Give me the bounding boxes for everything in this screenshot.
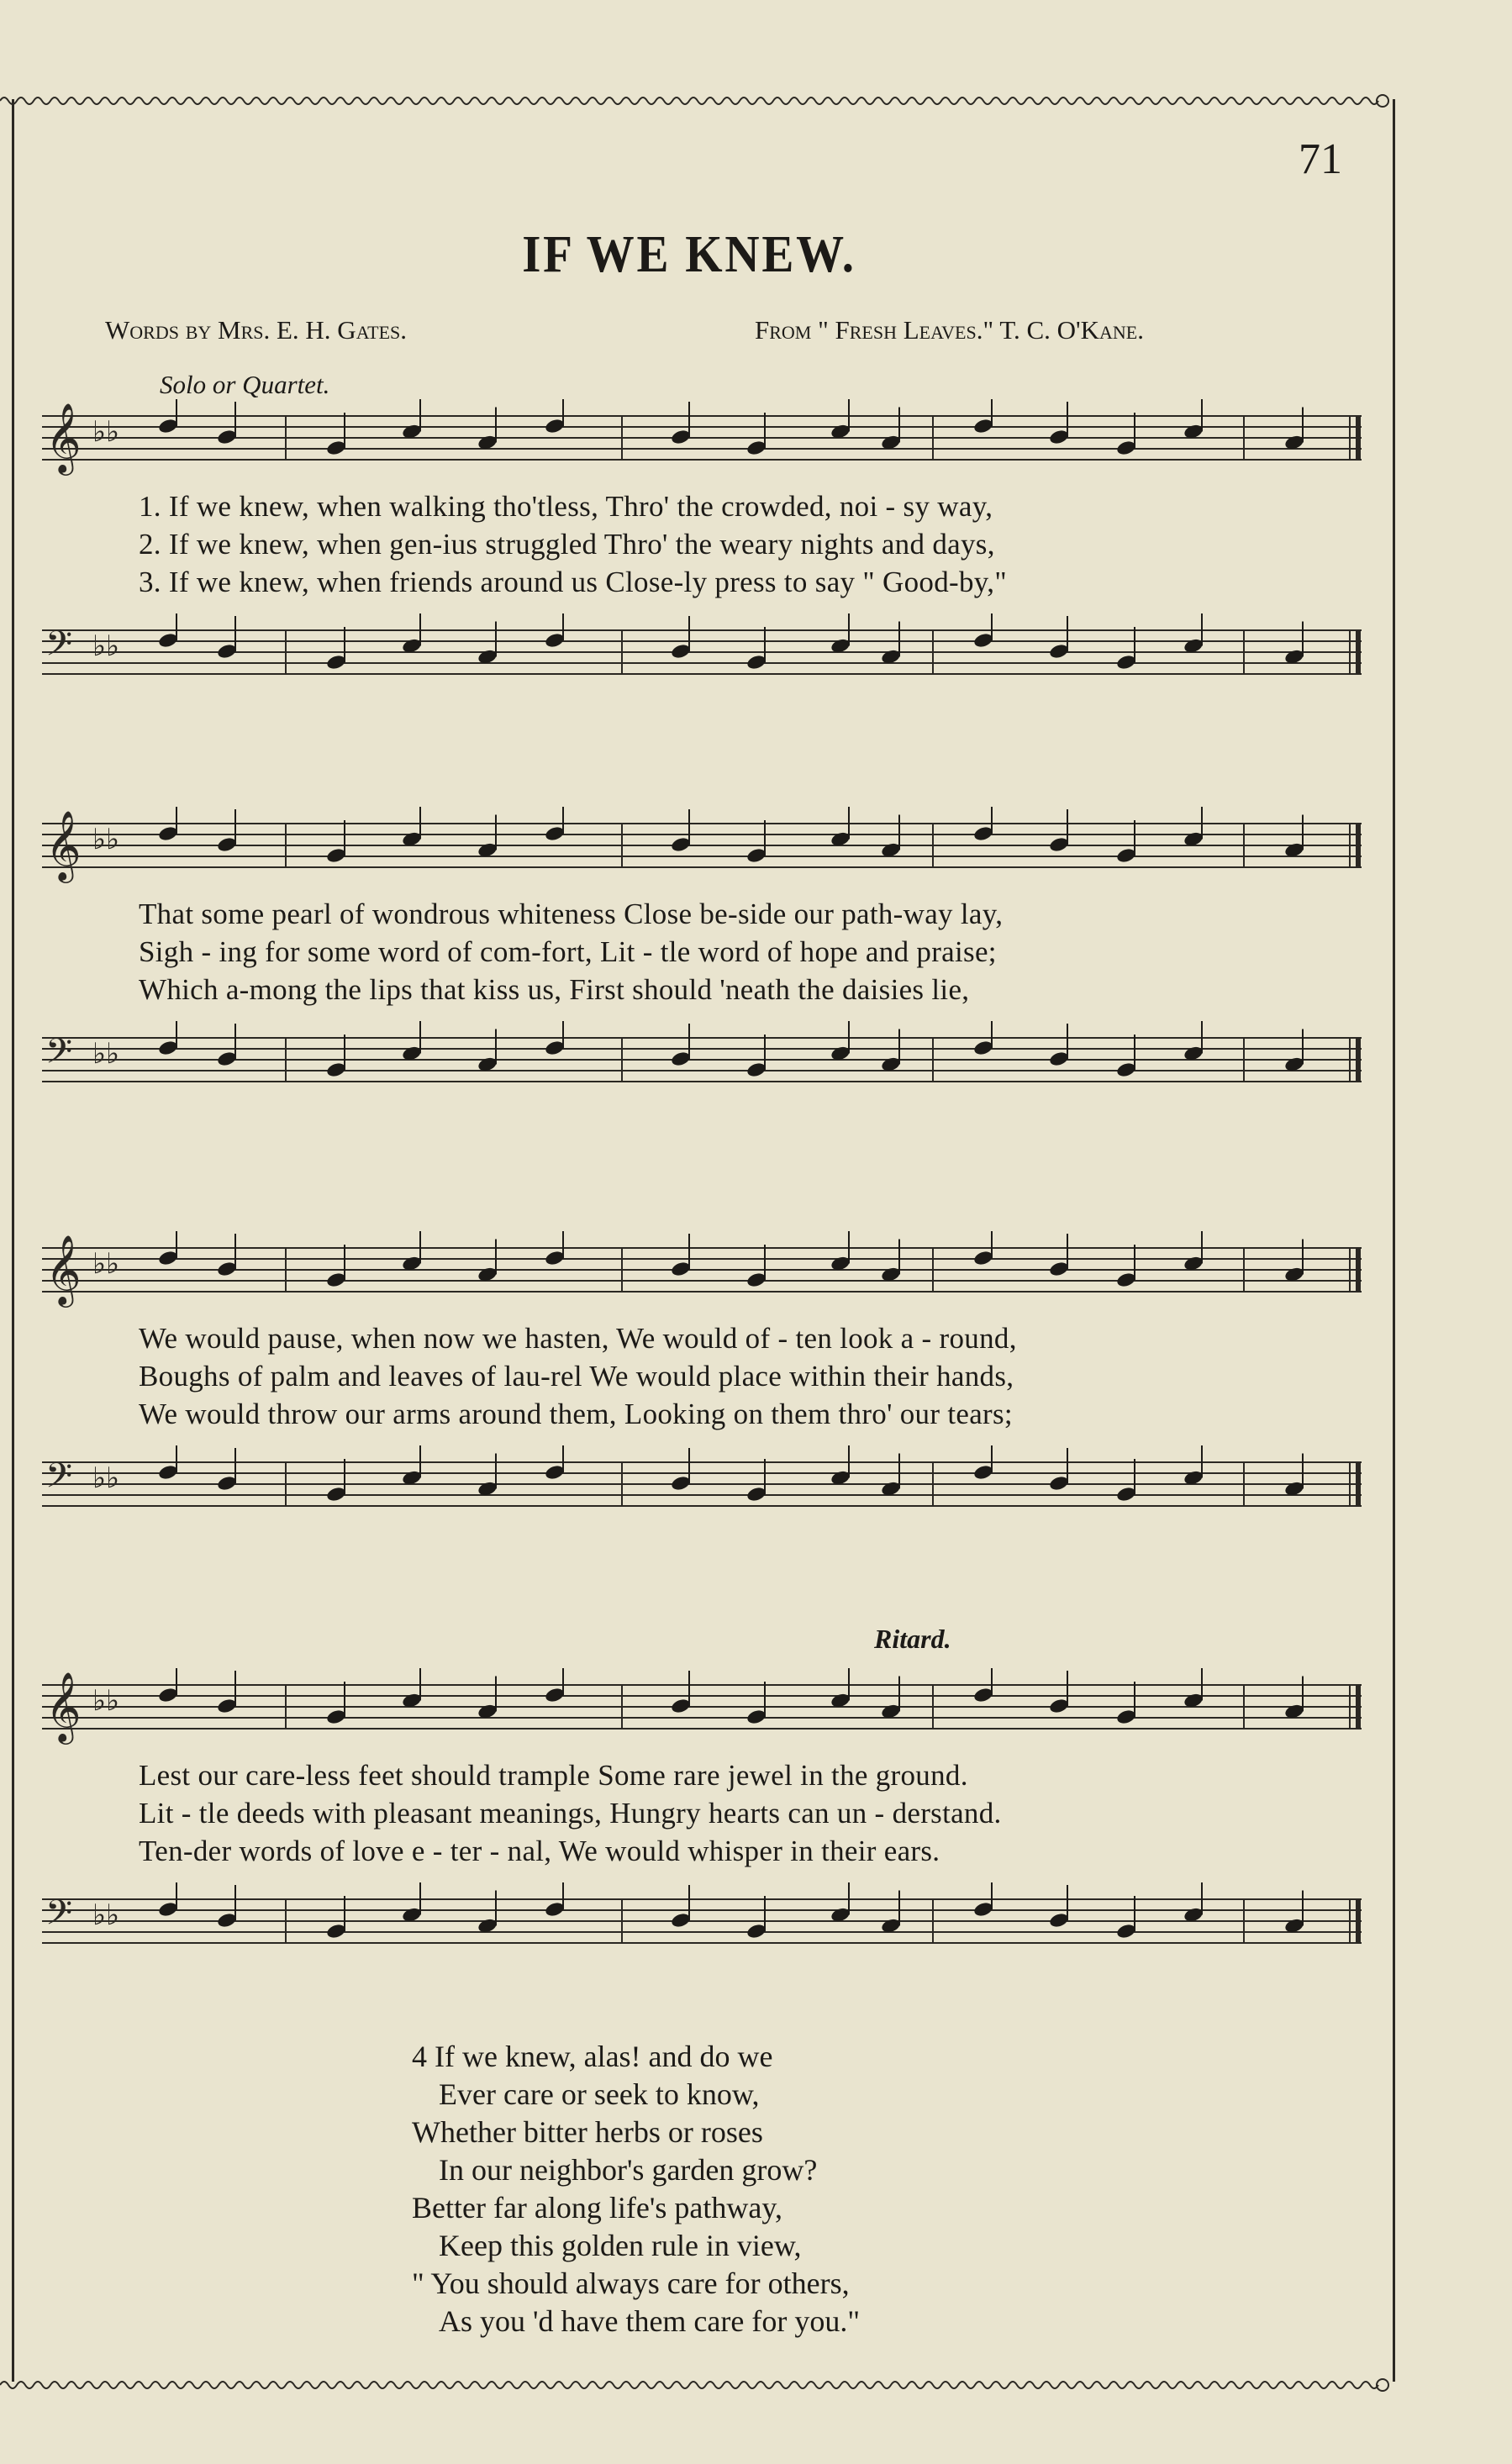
- song-title: IF WE KNEW.: [522, 226, 856, 283]
- bass-staff: [34, 1882, 1395, 1983]
- svg-text:♭♭: ♭♭: [92, 1898, 120, 1932]
- stanza-4-line: In our neighbor's garden grow?: [439, 2153, 818, 2187]
- svg-text:♭♭: ♭♭: [92, 1684, 120, 1718]
- stanza-4-line: Ever care or seek to know,: [439, 2077, 760, 2111]
- lyric-line: Lit - tle deeds with pleasant meanings, Hungry hearts can un - derstand.: [139, 1797, 1002, 1830]
- lyric-line: Which a-mong the lips that kiss us, First should 'neath the daisies lie,: [139, 973, 970, 1006]
- treble-staff: [34, 1231, 1395, 1324]
- lyric-line: Sigh - ing for some word of com-fort, Lit - tle word of hope and praise;: [139, 935, 997, 968]
- svg-text:𝄢: 𝄢: [45, 1031, 73, 1080]
- source-credit: From " Fresh Leaves." T. C. O'Kane.: [755, 315, 1144, 345]
- svg-text:♭♭: ♭♭: [92, 415, 120, 449]
- svg-text:♭♭: ♭♭: [92, 823, 120, 856]
- svg-text:𝄢: 𝄢: [45, 624, 73, 672]
- wavy-border-bottom: [0, 2377, 1395, 2393]
- stanza-4-line: 4 If we knew, alas! and do we: [412, 2040, 773, 2073]
- lyric-line: Boughs of palm and leaves of lau-rel We would place within their hands,: [139, 1360, 1014, 1393]
- treble-staff: [34, 1668, 1395, 1761]
- svg-text:♭♭: ♭♭: [92, 1037, 120, 1071]
- svg-text:♭♭: ♭♭: [92, 1247, 120, 1281]
- svg-text:𝄞: 𝄞: [45, 809, 82, 880]
- stanza-4-line: Keep this golden rule in view,: [439, 2229, 802, 2262]
- lyric-line: 3. If we knew, when friends around us Close-ly press to say " Good-by,": [139, 566, 1007, 598]
- lyric-line: We would throw our arms around them, Looking on them thro' our tears;: [139, 1398, 1013, 1430]
- lyric-line: 2. If we knew, when gen-ius struggled Thro' the weary nights and days,: [139, 528, 995, 561]
- svg-text:𝄢: 𝄢: [45, 1893, 73, 1941]
- svg-text:𝄞: 𝄞: [45, 1234, 82, 1304]
- treble-staff: [34, 807, 1395, 899]
- page-number: 71: [1299, 135, 1342, 183]
- stanza-4-line: Whether bitter herbs or roses: [412, 2115, 763, 2149]
- lyric-line: We would pause, when now we hasten, We would of - ten look a - round,: [139, 1322, 1017, 1355]
- lyric-line: Ten-der words of love e - ter - nal, We would whisper in their ears.: [139, 1835, 940, 1867]
- svg-text:𝄞: 𝄞: [45, 402, 82, 472]
- stanza-4-line: Better far along life's pathway,: [412, 2191, 782, 2224]
- svg-text:♭♭: ♭♭: [92, 629, 120, 663]
- bass-staff: [34, 1445, 1395, 1546]
- lyricist-credit: Words by Mrs. E. H. Gates.: [105, 315, 408, 345]
- treble-staff: [34, 399, 1395, 492]
- ritard-marking: Ritard.: [874, 1624, 951, 1654]
- bass-staff: [34, 613, 1395, 714]
- stanza-4-line: As you 'd have them care for you.": [439, 2304, 861, 2338]
- lyric-line: Lest our care-less feet should trample Some rare jewel in the ground.: [139, 1759, 968, 1792]
- svg-text:♭♭: ♭♭: [92, 1461, 120, 1495]
- lyric-line: That some pearl of wondrous whiteness Close be-side our path-way lay,: [139, 898, 1004, 930]
- bass-staff: [34, 1021, 1395, 1122]
- svg-text:𝄢: 𝄢: [45, 1456, 73, 1504]
- performance-direction: Solo or Quartet.: [160, 370, 330, 399]
- stanza-4-line: " You should always care for others,: [412, 2267, 850, 2300]
- stanza-4: [412, 2038, 860, 2340]
- lyric-line: 1. If we knew, when walking tho'tless, Thro' the crowded, noi - sy way,: [139, 490, 993, 523]
- svg-text:𝄞: 𝄞: [45, 1671, 82, 1741]
